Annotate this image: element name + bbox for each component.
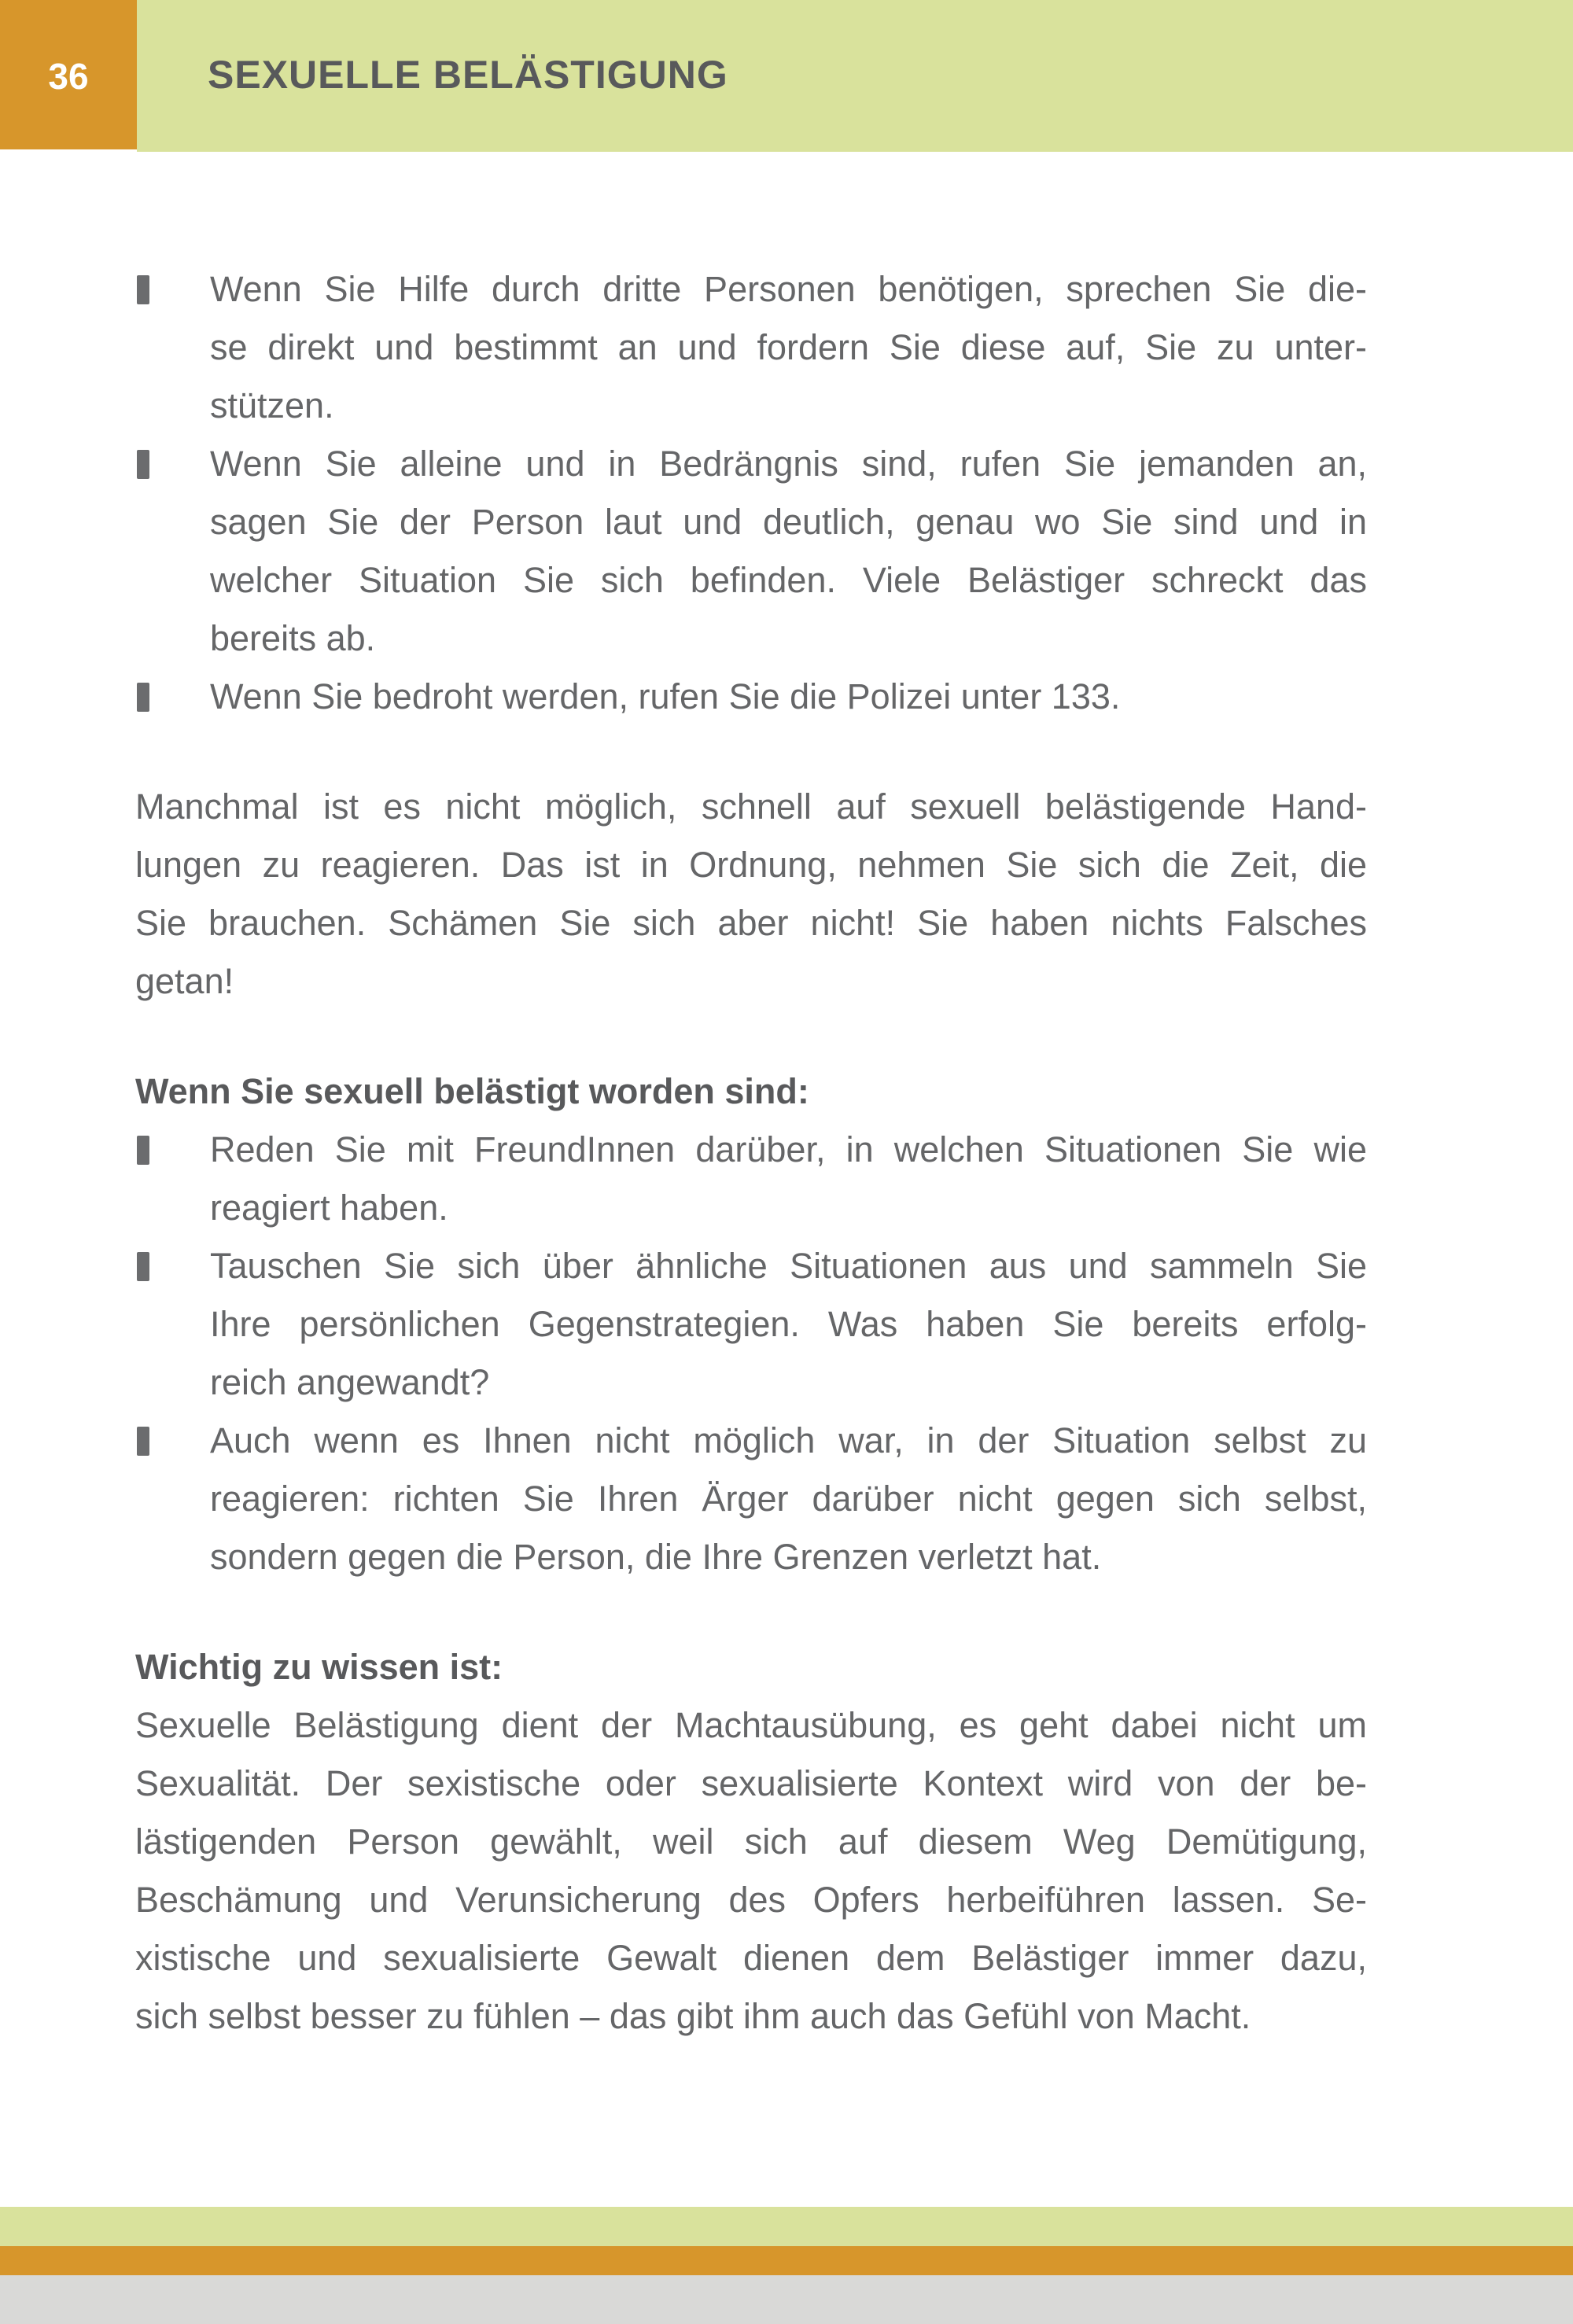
footer-gray-band (0, 2275, 1573, 2324)
block-heading (135, 1638, 1367, 1696)
block-paragraph (135, 778, 1367, 1011)
bullet-marker-icon (137, 275, 149, 304)
text-line: welcher Situation Sie sich befinden. Viele Belästiger schreckt das (210, 560, 1367, 600)
header-band (137, 0, 1573, 152)
bullet-marker-icon (137, 683, 149, 712)
bullet-item (135, 1121, 1367, 1237)
text-line: Auch wenn es Ihnen nicht möglich war, in der Situation selbst zu (210, 1420, 1367, 1460)
text-line: Sexualität. Der sexistische oder sexualisierte Kontext wird von der be- (135, 1763, 1367, 1803)
bullet-item (135, 1412, 1367, 1586)
text-line: Wenn Sie alleine und in Bedrängnis sind, rufen Sie jemanden an, (210, 444, 1367, 484)
text-line: Wenn Sie Hilfe durch dritte Personen benötigen, sprechen Sie die- (210, 269, 1367, 309)
text-line: xistische und sexualisierte Gewalt dienen dem Belästiger immer dazu, (135, 1938, 1367, 1978)
text-line: sagen Sie der Person laut und deutlich, genau wo Sie sind und in (210, 502, 1367, 542)
text-line: Manchmal ist es nicht möglich, schnell auf sexuell belästigende Hand- (135, 786, 1367, 827)
page-number: 36 (48, 56, 89, 97)
text-line: Wenn Sie bedroht werden, rufen Sie die Polizei unter 133. (210, 676, 1121, 716)
block-heading (135, 1063, 1367, 1121)
footer-orange-band (0, 2246, 1573, 2275)
text-line: Sie brauchen. Schämen Sie sich aber nicht! Sie haben nichts Falsches (135, 903, 1367, 943)
bullet-item (135, 260, 1367, 435)
text-line: Tauschen Sie sich über ähnliche Situationen aus und sammeln Sie (210, 1246, 1367, 1286)
text-line: reagiert haben. (210, 1188, 448, 1228)
bullet-item (135, 668, 1367, 726)
bullet-marker-icon (137, 1252, 149, 1281)
text-line: Beschämung und Verunsicherung des Opfers herbeiführen lassen. Se- (135, 1880, 1367, 1920)
text-line: getan! (135, 961, 234, 1001)
text-line: Ihre persönlichen Gegenstrategien. Was haben Sie bereits erfolg- (210, 1304, 1367, 1344)
block-bullets (135, 1121, 1367, 1586)
bullet-marker-icon (137, 1427, 149, 1456)
block-bullets (135, 260, 1367, 726)
page-title: SEXUELLE BELÄSTIGUNG (208, 53, 728, 97)
text-line: stützen. (210, 385, 334, 425)
footer-green-band (0, 2207, 1573, 2246)
block-paragraph (135, 1696, 1367, 2046)
content-area (135, 152, 1367, 2046)
text-line: se direkt und bestimmt an und fordern Sie diese auf, Sie zu unter- (210, 327, 1367, 367)
text-line: lästigenden Person gewählt, weil sich auf diesem Weg Demütigung, (135, 1821, 1367, 1862)
page-number-box (0, 0, 137, 149)
section-heading: Wichtig zu wissen ist: (135, 1647, 503, 1687)
text-line: reich angewandt? (210, 1362, 490, 1402)
text-line: sondern gegen die Person, die Ihre Grenzen verletzt hat. (210, 1537, 1102, 1577)
text-line: sich selbst besser zu fühlen – das gibt ihm auch das Gefühl von Macht. (135, 1996, 1251, 2036)
bullet-item (135, 1237, 1367, 1412)
text-line: lungen zu reagieren. Das ist in Ordnung, nehmen Sie sich die Zeit, die (135, 845, 1367, 885)
text-line: bereits ab. (210, 618, 376, 658)
text-line: Reden Sie mit FreundInnen darüber, in welchen Situationen Sie wie (210, 1129, 1367, 1169)
section-heading: Wenn Sie sexuell belästigt worden sind: (135, 1071, 809, 1111)
text-line: reagieren: richten Sie Ihren Ärger darüber nicht gegen sich selbst, (210, 1479, 1367, 1519)
bullet-marker-icon (137, 450, 149, 479)
bullet-marker-icon (137, 1136, 149, 1165)
bullet-item (135, 435, 1367, 668)
text-line: Sexuelle Belästigung dient der Machtausübung, es geht dabei nicht um (135, 1705, 1367, 1745)
